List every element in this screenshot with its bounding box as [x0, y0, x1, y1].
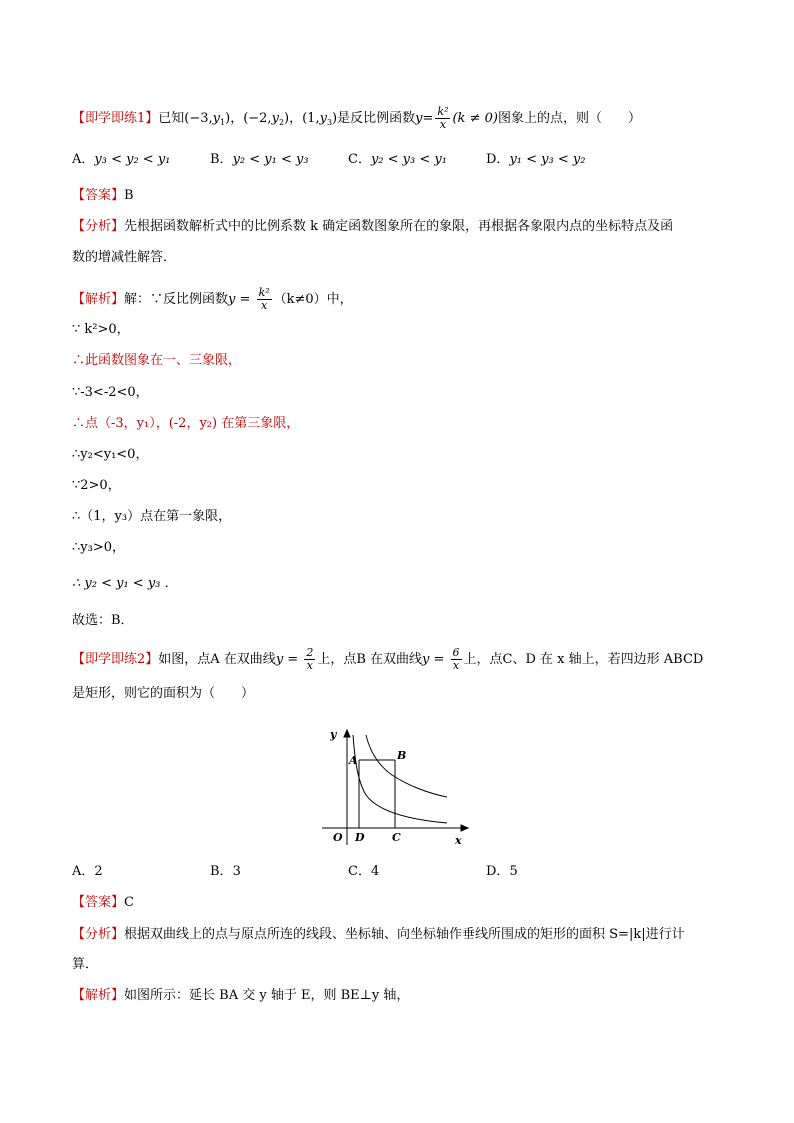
- label-a: A: [349, 754, 358, 767]
- option-d: D．5: [486, 864, 518, 879]
- label-y: y: [330, 728, 337, 741]
- problem-2-analysis-line-1: 【分析】根据双曲线上的点与原点所连的线段、坐标轴、向坐标轴作垂线所围成的矩形的面积 S=|k|进行计: [72, 927, 685, 942]
- option-b: B．y₂ < y₁ < y₃: [210, 152, 309, 167]
- problem-1-analysis-line-1: 【分析】先根据函数解析式中的比例系数 k 确定函数图象所在的象限，再根据各象限内点的坐标特点及函: [72, 219, 674, 234]
- problem-2-analysis-line-2: 算．: [72, 957, 99, 972]
- option-a: A．2: [72, 864, 103, 879]
- fraction-k2-over-x: $\frac{\text{k²}}{x}$: [437, 105, 449, 131]
- problem-2-statement: 【即学即练2】如图，点A 在双曲线y = $\frac{2}{x}$ 上，点B 在双曲线y = $\frac{6}{x}$ 上，点C、D 在 x 轴上，若四边形 ABCD: [72, 646, 704, 672]
- option-c: C．4: [348, 864, 380, 879]
- label-d: D: [355, 831, 365, 844]
- label-x: x: [455, 834, 462, 847]
- label-o: O: [333, 831, 343, 844]
- fraction-2-over-x: $\frac{2}{x}$: [306, 646, 314, 672]
- solution-step: 故选：B．: [72, 613, 134, 628]
- y-axis-arrow: [344, 730, 350, 737]
- problem-1-tag: 【即学即练1】: [72, 111, 159, 126]
- problem-2-answer: 【答案】C: [72, 895, 134, 910]
- solution-step: ∴点（-3，y₁），(-2，y₂) 在第三象限，: [72, 416, 300, 431]
- problem-1-solution-intro: 【解析】解：∵反比例函数y = $\frac{\text{k²}}{x}$ （k≠0）中，: [72, 286, 353, 312]
- solution-step: ∴y₂<y₁<0，: [72, 447, 149, 462]
- label-b: B: [397, 749, 407, 762]
- problem-1-statement: 【即学即练1】已知$(-3,y_1)$，$(-2,y_2)$，$(1,y_3)$是反比例函数y= $\frac{\text{k²}}{x}$ (k ≠ 0)图象上的点，则（ ）: [72, 105, 641, 131]
- solution-step: ∵ k²>0，: [72, 322, 130, 337]
- option-a: A．y₃ < y₂ < y₁: [72, 152, 171, 167]
- option-d: D．y₁ < y₃ < y₂: [486, 152, 586, 167]
- problem-2-statement-line-2: 是矩形，则它的面积为（ ）: [72, 686, 255, 701]
- problem-2-solution: 【解析】如图所示：延长 BA 交 y 轴于 E，则 BE⊥y 轴，: [72, 988, 410, 1003]
- problem-1-answer: 【答案】B: [72, 188, 134, 203]
- option-b: B．3: [210, 864, 241, 879]
- solution-step: ∵2>0，: [72, 478, 121, 493]
- problem-1-analysis-line-2: 数的增减性解答．: [72, 250, 177, 265]
- hyperbola-rectangle-figure: [322, 727, 472, 849]
- fraction-k2-over-x-solution: $\frac{\text{k²}}{x}$: [258, 286, 270, 312]
- solution-step: ∴此函数图象在一、三象限，: [72, 353, 242, 368]
- problem-2-tag: 【即学即练2】: [72, 652, 159, 667]
- label-c: C: [392, 831, 401, 844]
- option-c: C．y₂ < y₃ < y₁: [348, 152, 447, 167]
- fraction-6-over-x: $\frac{6}{x}$: [452, 646, 460, 672]
- hyperbola-6-over-x: [366, 735, 447, 797]
- solution-step: ∴y₃>0，: [72, 540, 125, 555]
- solution-step: ∴ y₂ < y₁ < y₃ ．: [72, 576, 178, 591]
- solution-step: ∴（1，y₃）点在第一象限，: [72, 509, 232, 524]
- solution-step: ∵-3<-2<0，: [72, 385, 149, 400]
- x-axis-arrow: [461, 825, 468, 831]
